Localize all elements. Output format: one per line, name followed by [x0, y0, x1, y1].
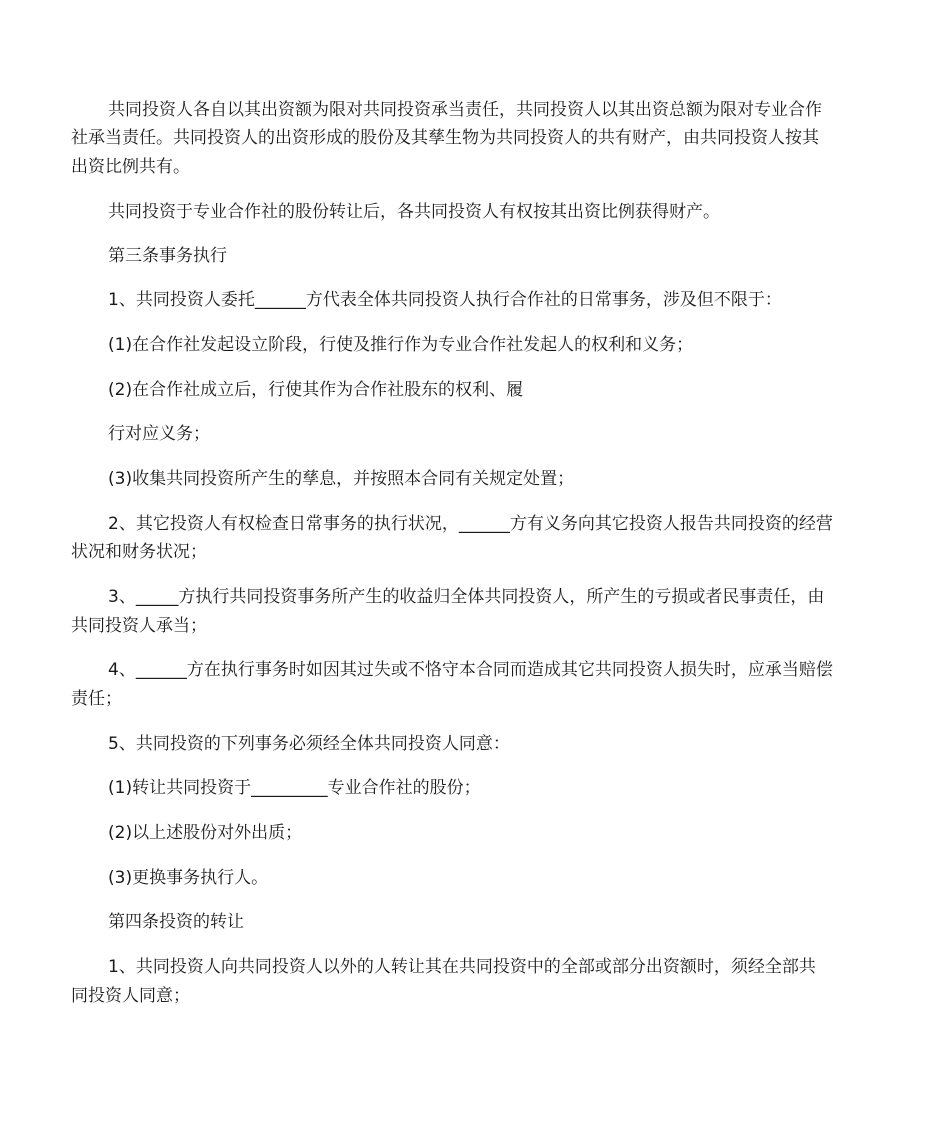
text-line: 共同投资人承当；: [71, 616, 207, 636]
text-line: 行对应义务；: [108, 424, 210, 444]
text-line: 4、______方在执行事务时如因其过失或不恪守本合同而造成其它共同投资人损失时，应承当赔偿: [108, 660, 833, 680]
text-line: 5、共同投资的下列事务必须经全体共同投资人同意：: [108, 734, 510, 754]
text-line: (2)以上述股份对外出质；: [108, 823, 303, 843]
text-line: (1)转让共同投资于_________专业合作社的股份；: [108, 778, 481, 798]
text-line: 社承当责任。共同投资人的出资形成的股份及其孳生物为共同投资人的共有财产，由共同投资人按其: [71, 128, 819, 148]
text-line: (3)更换事务执行人。: [108, 868, 269, 888]
text-line: 1、共同投资人委托______方代表全体共同投资人执行合作社的日常事务，涉及但不限于：: [108, 290, 782, 310]
text-line: 责任；: [71, 689, 122, 709]
section-heading: 第四条投资的转让: [108, 912, 244, 932]
text-line: (2)在合作社成立后，行使其作为合作社股东的权利、履: [108, 380, 524, 400]
text-line: (3)收集共同投资所产生的孳息，并按照本合同有关规定处置；: [108, 469, 575, 489]
text-line: 同投资人同意；: [71, 986, 190, 1006]
text-line: (1)在合作社发起设立阶段，行使及推行作为专业合作社发起人的权利和义务；: [108, 335, 694, 355]
text-line: 2、其它投资人有权检查日常事务的执行状况，______方有义务向其它投资人报告共同投资的经营: [108, 514, 833, 534]
text-line: 共同投资于专业合作社的股份转让后，各共同投资人有权按其出资比例获得财产。: [108, 202, 720, 222]
text-line: 出资比例共有。: [71, 157, 190, 177]
text-line: 共同投资人各自以其出资额为限对共同投资承当责任，共同投资人以其出资总额为限对专业合作: [108, 100, 822, 120]
text-line: 状况和财务状况；: [71, 542, 207, 562]
text-line: 1、共同投资人向共同投资人以外的人转让其在共同投资中的全部或部分出资额时，须经全部共: [108, 957, 816, 977]
text-line: 3、_____方执行共同投资事务所产生的收益归全体共同投资人，所产生的亏损或者民事责任，由: [108, 587, 825, 607]
section-heading: 第三条事务执行: [108, 246, 227, 266]
